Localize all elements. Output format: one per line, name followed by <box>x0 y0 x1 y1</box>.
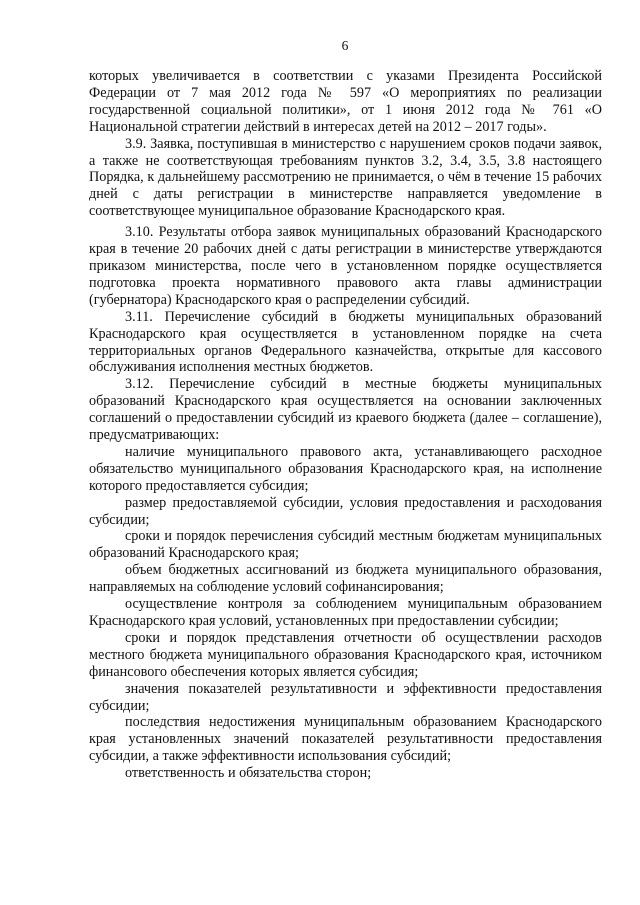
list-item: последствия недостижения муниципальным образованием Краснодарского края установленных значений показателей результативности предоставления субсидии, а также эффективности использования субсидий; <box>89 714 602 765</box>
list-item: сроки и порядок перечисления субсидий местным бюджетам муниципальных образований Краснодарского края; <box>89 528 602 562</box>
paragraph-3-11: 3.11. Перечисление субсидий в бюджеты муниципальных образований Краснодарского края осуществляется в установленном порядке на счета территориальных органов Федерального казначейства, открытые для кассового обслуживания исполнения местных бюджетов. <box>89 308 602 376</box>
paragraph-3-9: 3.9. Заявка, поступившая в министерство с нарушением сроков подачи заявок, а также не соответствующая требованиям пунктов 3.2, 3.4, 3.5, 3.8 настоящего Порядка, к дальнейшему рассмотрению не принимается, о чём в течение 15 рабочих дней с даты регистрации в министерстве направляется уведомление в соответствующее муниципальное образование Краснодарского края. <box>89 135 602 220</box>
page-number: 6 <box>341 38 349 53</box>
list-item: размер предоставляемой субсидии, условия предоставления и расходования субсидии; <box>89 494 602 528</box>
paragraph-continuation: которых увеличивается в соответствии с указами Президента Российской Федерации от 7 мая 2012 года № 597 «О мероприятиях по реализации государственной социальной политики», от 1 июня 2012 года № 761 «О Национальной стратегии действий в интересах детей на 2012 – 2017 годы». <box>89 68 602 135</box>
list-item: сроки и порядок представления отчетности об осуществлении расходов местного бюджета муниципального образования Краснодарского края, источником финансового обеспечения которых является субсидия; <box>89 629 602 680</box>
list-item: ответственность и обязательства сторон; <box>125 765 372 782</box>
document-body <box>89 68 602 782</box>
paragraph-3-12: 3.12. Перечисление субсидий в местные бюджеты муниципальных образований Краснодарского края осуществляется на основании заключенных соглашений о предоставлении субсидий из краевого бюджета (далее – соглашение), предусматривающих: <box>89 376 602 444</box>
list-item: объем бюджетных ассигнований из бюджета муниципального образования, направляемых на соблюдение условий софинансирования; <box>89 562 602 596</box>
list-item: значения показателей результативности и эффективности предоставления субсидии; <box>89 680 602 714</box>
list-item: осуществление контроля за соблюдением муниципальным образованием Краснодарского края условий, установленных при предоставлении субсидии; <box>89 596 602 629</box>
list-item: наличие муниципального правового акта, устанавливающего расходное обязательство муниципального образования Краснодарского края, на исполнение которого предоставляется субсидия; <box>89 443 602 494</box>
paragraph-3-10: 3.10. Результаты отбора заявок муниципальных образований Краснодарского края в течение 20 рабочих дней с даты регистрации в министерстве утверждаются приказом министерства, после чего в установленном порядке осуществляется подготовка проекта нормативного правового акта главы администрации (губернатора) Краснодарского края о распределении субсидий. <box>89 224 602 308</box>
